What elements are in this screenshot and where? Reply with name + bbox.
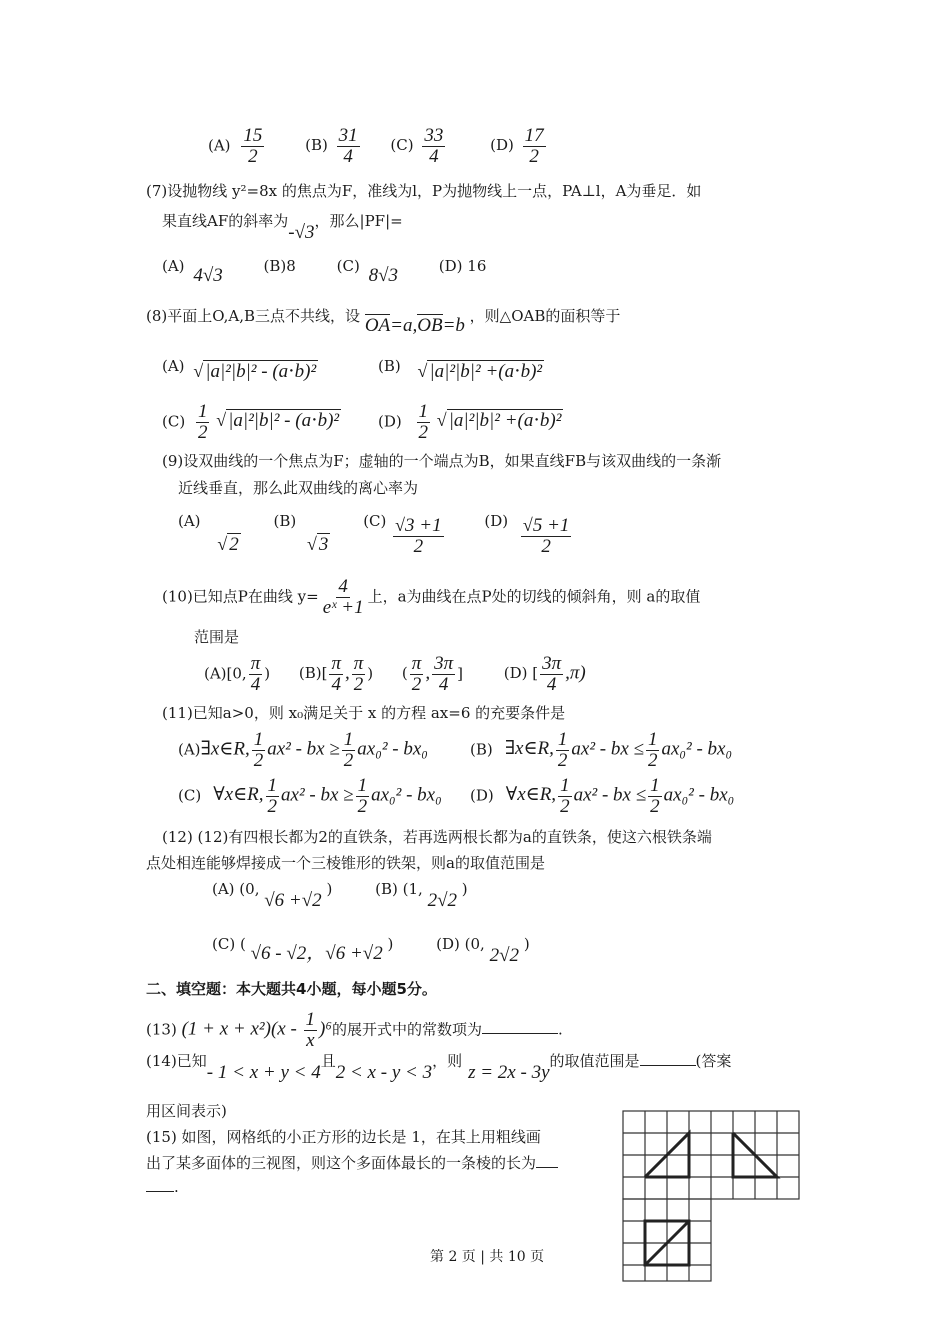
q9-option-c-value: $\frac{√3 +1}{2}$	[395, 515, 442, 557]
q8-option-d-value: √ |a|²|b|² +(a⋅b)²	[436, 410, 562, 432]
q9-stem-line2: 近线垂直，那么此双曲线的离心率为	[178, 479, 419, 497]
q11-option-d	[470, 776, 734, 817]
q11-option-d-end: ax₀² - bx₀	[663, 784, 735, 806]
q11-option-c-pre: ∀x∈R,	[213, 784, 264, 806]
q14-label: (14)已知	[146, 1052, 207, 1070]
q11-option-b-end: ax₀² - bx₀	[661, 738, 733, 760]
q9-option-c-label: (C)	[363, 512, 387, 531]
q15-answer-blank-b[interactable]	[146, 1191, 174, 1192]
q11-option-b	[470, 730, 732, 771]
q14-text: 的取值范围是	[549, 1052, 640, 1070]
q11-option-c-end: ax₀² - bx₀	[371, 784, 442, 806]
q7-option-a-label: (A)	[162, 257, 185, 275]
q10-stem-tail: 上，a为曲线在点P处的切线的倾斜角，则 a的取值	[367, 587, 701, 606]
q13-label: (13)	[146, 1020, 177, 1039]
q8-option-c	[162, 402, 341, 443]
q9-option-b-value: √ 3	[307, 534, 329, 556]
q8-option-d	[378, 402, 563, 443]
q6-option-b-label: (B)	[305, 136, 328, 155]
q11-option-a-label: (A)	[178, 740, 201, 759]
q11-option-c-label: (C)	[178, 786, 202, 805]
q8-option-b-label: (B)	[378, 357, 401, 375]
q10-option-c-frac1: $\frac{\pi}{2}$	[411, 653, 422, 695]
q13-end: .	[557, 1020, 563, 1039]
q11-option-d-label: (D)	[470, 786, 494, 805]
q11-option-b-label: (B)	[470, 740, 493, 759]
q12-options-row1	[212, 878, 468, 911]
q10-stem-line2: 范围是	[194, 628, 240, 646]
q8-eq-b: =b	[442, 315, 465, 336]
q8-option-b	[378, 357, 544, 383]
q10-option-d: (D) [	[503, 664, 539, 683]
q14-cond2: 2 < x - y < 3	[335, 1062, 433, 1083]
q7-stem-line1: (7)设抛物线 y²=8x 的焦点为F，准线为l，P为抛物线上一点，PA⊥l，A为垂足．如	[146, 182, 702, 200]
q7-slope: -√3	[288, 222, 315, 243]
q11-option-d-pre: ∀x∈R,	[505, 784, 557, 806]
q8-option-a	[162, 357, 318, 383]
q8-option-a-value: √ |a|²|b|² - (a⋅b)²	[193, 361, 317, 382]
q11-option-a-mid: ax² - bx ≥	[267, 738, 340, 760]
q15-line2-text: 出了某多面体的三视图，则这个多面体最长的一条棱的长为	[146, 1154, 537, 1172]
q10-stem-text: (10)已知点P在曲线 y=	[162, 587, 319, 606]
q7-options	[162, 255, 487, 286]
q14-cond1: - 1 < x + y < 4	[206, 1062, 321, 1083]
q7-option-d: (D) 16	[438, 257, 487, 275]
q10-option-b-frac1: $\frac{\pi}{4}$	[331, 653, 341, 695]
q14	[146, 1050, 732, 1083]
q11-option-b-half1: $\frac{1}{2}$	[557, 729, 568, 771]
q6-option-b-value: $\frac{31}{4}$	[338, 125, 358, 167]
q13-text: 的展开式中的常数项为	[331, 1020, 482, 1039]
q8-vector-oa: OA	[364, 315, 391, 336]
q10-option-c: (	[401, 664, 408, 683]
q10-option-d-frac: $\frac{3\pi}{4}$	[542, 653, 562, 695]
q11-option-d-half1: $\frac{1}{2}$	[560, 775, 570, 817]
q10-option-c-frac2: $\frac{3\pi}{4}$	[434, 653, 454, 695]
q7-stem-line2	[162, 210, 403, 243]
q11-stem: (11)已知a>0，则 x₀满足关于 x 的方程 ax=6 的充要条件是	[162, 704, 566, 722]
q11-option-a	[178, 730, 428, 771]
q10-option-a: (A)[0,	[204, 664, 247, 683]
q8-option-a-label: (A)	[162, 357, 185, 375]
q10-options	[204, 654, 586, 695]
q6-option-d-label: (D)	[490, 136, 514, 155]
q10-stem	[162, 577, 700, 618]
q11-option-b-mid: ax² - bx ≤	[571, 738, 644, 760]
q8-eq-a: =a,	[390, 315, 418, 336]
q10-option-c-end: ]	[457, 664, 463, 683]
q10-fraction: $\frac{4}{\text{eˣ +1}}$	[322, 576, 364, 618]
q11-option-c-mid: ax² - bx ≥	[281, 784, 354, 806]
q10-option-b-end: )	[367, 664, 374, 683]
q7-option-c-value: 8√3	[368, 265, 399, 286]
q7-stem-tail: ，那么|PF|=	[314, 212, 403, 230]
q7-stem-text: 果直线AF的斜率为	[162, 212, 289, 230]
q12-option-c-end: )	[387, 935, 394, 953]
q8-vector-expr	[365, 315, 470, 336]
q15-line3-end: .	[174, 1178, 179, 1196]
q9-option-d-value: $\frac{√5 +1}{2}$	[522, 515, 570, 557]
q9-option-a-label: (A)	[178, 512, 201, 531]
q10-option-a-frac: $\frac{\pi}{4}$	[250, 653, 261, 695]
q12-stem-line2: 点处相连能够焊接成一个三棱锥形的铁架，则a的取值范围是	[146, 854, 545, 872]
q10-option-b-comma: ,	[345, 662, 350, 684]
q6-option-d-value: $\frac{17}{2}$	[524, 125, 544, 167]
q12-option-d-value: 2√2	[489, 945, 520, 966]
q12-option-a-value: √6 +√2	[264, 890, 322, 911]
q8-option-c-half: $\frac{1}{2}$	[197, 401, 208, 443]
q9-option-d-label: (D)	[484, 512, 509, 531]
q15-line2	[146, 1152, 558, 1173]
q11-option-c	[178, 776, 442, 817]
q13-expr-frac: $\frac{1}{x}$	[305, 1009, 316, 1051]
q10-option-b: (B)[	[298, 664, 328, 683]
q6-option-c-label: (C)	[390, 136, 414, 155]
q15-line3	[146, 1178, 179, 1196]
q6-options	[208, 126, 548, 167]
q8-option-b-value: √ |a|²|b|² +(a⋅b)²	[417, 361, 543, 382]
q12-option-a-end: )	[326, 880, 333, 898]
q9-option-b-label: (B)	[273, 512, 297, 531]
grid-bottom	[623, 1199, 711, 1281]
q12-stem-line1: (12) (12)有四根长都为2的直铁条，若再选两根长都为a的直铁条，使这六根铁条端	[162, 828, 712, 846]
q13-answer-blank[interactable]	[482, 1033, 558, 1034]
grid-top	[623, 1111, 799, 1199]
q12-option-c: (C) (	[212, 935, 246, 953]
q15-line1: (15) 如图，网格纸的小正方形的边长是 1，在其上用粗线画	[146, 1128, 541, 1146]
q12-option-d-end: )	[523, 935, 530, 953]
q6-option-a-value: $\frac{15}{2}$	[243, 125, 263, 167]
q9-options	[178, 512, 573, 557]
q8-option-c-value: √ |a|²|b|² - (a⋅b)²	[216, 410, 340, 432]
q12-option-a: (A) (0,	[212, 880, 260, 898]
q12-option-c-value: √6 - √2，√6 +√2	[250, 943, 383, 964]
q13-expr-end: )⁶	[319, 1018, 332, 1040]
q8-option-d-half: $\frac{1}{2}$	[418, 401, 429, 443]
q8-option-d-label: (D)	[378, 412, 402, 431]
q11-option-a-half2: $\frac{1}{2}$	[343, 729, 354, 771]
q12-option-b-value: 2√2	[427, 890, 457, 911]
q11-option-a-half1: $\frac{1}{2}$	[253, 729, 264, 771]
q6-option-c-value: $\frac{33}{4}$	[424, 125, 444, 167]
q7-option-c-label: (C)	[336, 257, 360, 275]
q12-options-row2	[212, 928, 530, 966]
q14-answer-blank[interactable]	[640, 1065, 696, 1066]
q14-comma: ，则	[432, 1052, 463, 1070]
q14-line2: 用区间表示)	[146, 1102, 227, 1120]
q7-option-a-value: 4√3	[193, 265, 223, 286]
q14-and: 且	[320, 1052, 336, 1070]
q11-option-b-half2: $\frac{1}{2}$	[647, 729, 658, 771]
q12-option-b-end: )	[461, 880, 468, 898]
section2-heading: 二、填空题：本大题共4小题，每小题5分。	[146, 980, 437, 998]
q13	[146, 1010, 563, 1051]
q10-option-a-end: )	[264, 664, 271, 683]
q14-tail: (答案	[695, 1052, 732, 1070]
q11-option-a-end: ax₀² - bx₀	[357, 738, 428, 760]
q12-option-b: (B) (1,	[375, 880, 423, 898]
q13-expr: (1 + x + x²)(x -	[181, 1018, 302, 1040]
q8-stem-text: (8)平面上O,A,B三点不共线，设	[146, 307, 361, 325]
q6-option-a-label: (A)	[208, 136, 231, 155]
page-footer: 第 2 页 | 共 10 页	[430, 1249, 545, 1265]
q8-vector-ob: OB	[417, 315, 443, 336]
q11-option-c-half1: $\frac{1}{2}$	[267, 775, 278, 817]
q14-target: z = 2x - 3y	[468, 1062, 550, 1083]
q9-option-a-value: √ 2	[217, 534, 239, 556]
q8-stem-tail: ，则△OAB的面积等于	[469, 307, 621, 325]
q11-option-c-half2: $\frac{1}{2}$	[357, 775, 368, 817]
q11-option-d-half2: $\frac{1}{2}$	[650, 775, 660, 817]
q15-three-view-figure	[618, 1106, 804, 1286]
q11-option-b-pre: ∃x∈R,	[504, 738, 554, 760]
q7-option-b: (B)8	[263, 257, 296, 275]
q10-option-b-frac2: $\frac{\pi}{2}$	[353, 653, 364, 695]
q11-option-a-pre: ∃x∈R,	[200, 738, 250, 760]
q10-option-c-comma: ,	[425, 662, 431, 684]
q8-option-c-label: (C)	[162, 412, 186, 431]
q12-option-d: (D) (0,	[436, 935, 485, 953]
q8-stem	[146, 305, 621, 336]
q9-stem-line1: (9)设双曲线的一个焦点为F；虚轴的一个端点为B，如果直线FB与该双曲线的一条渐	[162, 452, 722, 470]
q15-answer-blank-a[interactable]	[536, 1167, 558, 1168]
q11-option-d-mid: ax² - bx ≤	[573, 784, 647, 806]
q10-option-d-end: ,π)	[565, 662, 586, 684]
